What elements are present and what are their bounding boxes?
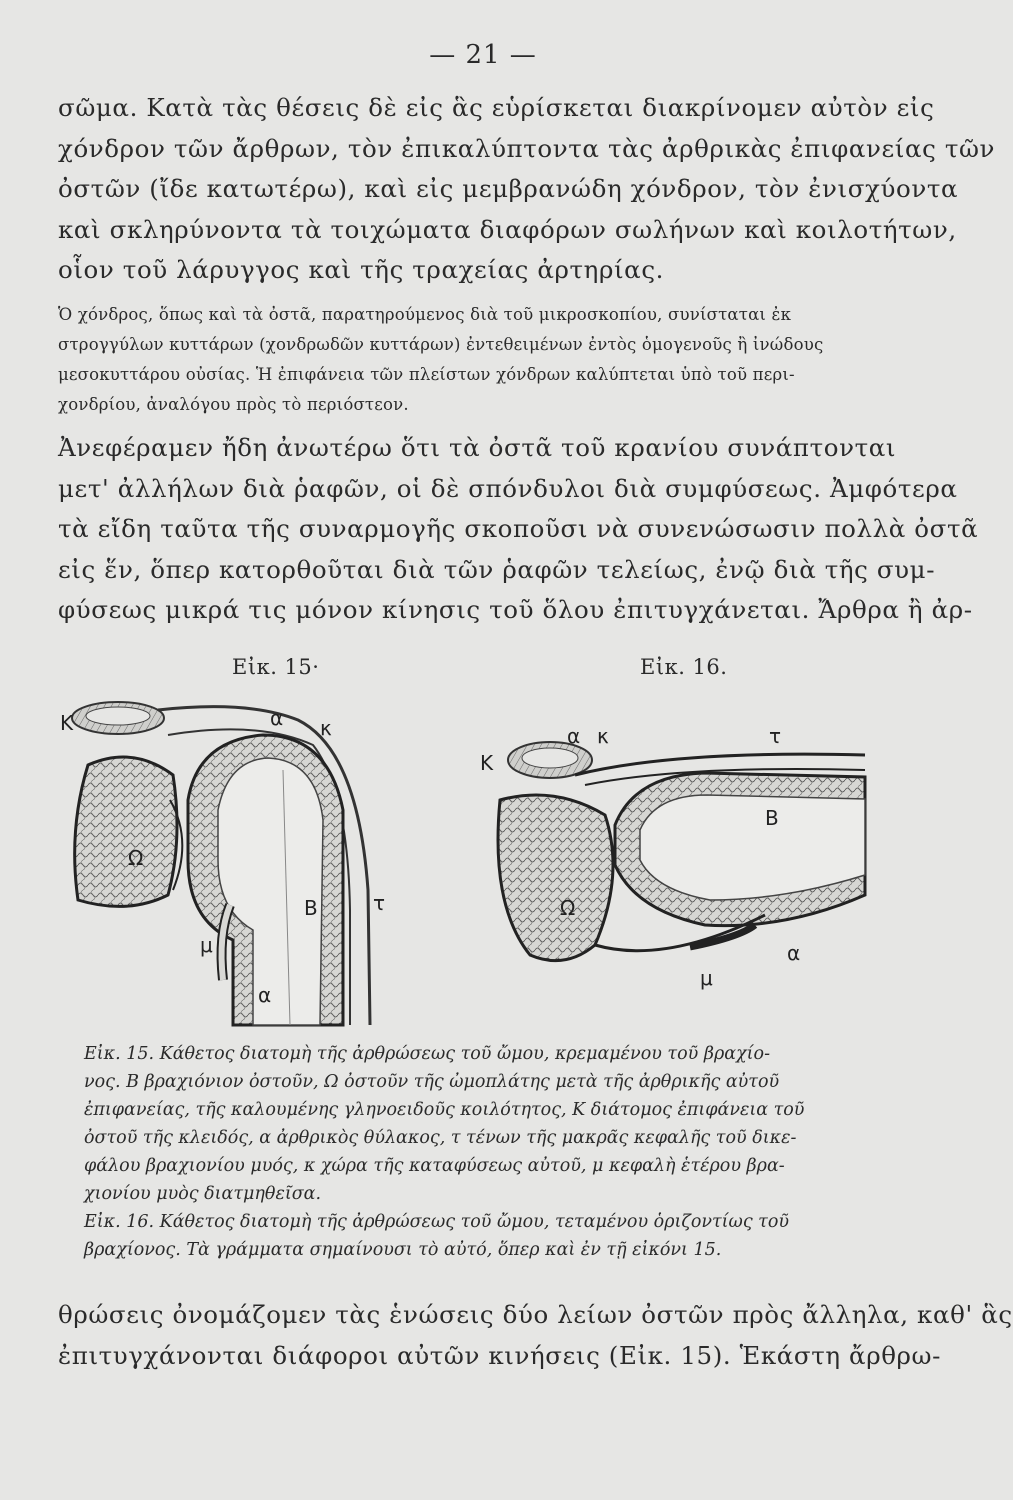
text-line: χονδρίου, ἀναλόγου πρὸς τὸ περιόστεον.: [58, 395, 409, 414]
text-line: ὀστῶν (ἴδε κατωτέρω), καὶ εἰς μεμβρανώδη χόνδρον, τὸν ἐνισχύοντα: [58, 174, 959, 203]
fig16-label-alpha: α: [567, 724, 581, 748]
small-print-paragraph: [58, 300, 873, 420]
text-line: χόνδρον τῶν ἄρθρων, τὸν ἐπικαλύπτοντα τὰς ἀρθρικὰς ἐπιφανείας τῶν: [58, 133, 996, 163]
caption-line: Εἰκ. 16. Κάθετος διατομὴ τῆς ἀρθρώσεως τοῦ ὤμου, τεταμένου ὁριζοντίως τοῦ: [84, 1212, 790, 1232]
figure-captions: [84, 1040, 874, 1264]
text-line: τὰ εἴδη ταῦτα τῆς συναρμογῆς σκοποῦσι νὰ συνενώσωσιν πολλὰ ὀστᾶ: [58, 514, 979, 543]
fig16-label-K: K: [480, 751, 494, 775]
text-line: οἷον τοῦ λάρυγγος καὶ τῆς τραχείας ἀρτηρίας.: [58, 255, 665, 284]
caption-line: νος. B βραχιόνιον ὀστοῦν, Ω ὀστοῦν τῆς ὠμοπλάτης μετὰ τῆς ἀρθρικῆς αὐτοῦ: [84, 1072, 780, 1092]
fig16-label-tau: τ: [769, 724, 782, 748]
paragraph-1: [58, 88, 996, 291]
text-line: καὶ σκληρύνοντα τὰ τοιχώματα διαφόρων σωλήνων καὶ κοιλοτήτων,: [58, 214, 957, 244]
fig15-label-kappa: κ: [320, 716, 332, 740]
caption-line: ὀστοῦ τῆς κλειδός, α ἀρθρικὸς θύλακος, τ τένων τῆς μακρᾶς κεφαλῆς τοῦ δικε-: [84, 1128, 797, 1148]
fig16-label-mu: μ: [700, 966, 713, 990]
humerus-bone: [188, 735, 343, 1025]
fig15-label-tau: τ: [373, 891, 386, 915]
text-line: θρώσεις ὀνομάζομεν τὰς ἑνώσεις δύο λείων ὀστῶν πρὸς ἄλληλα, καθ' ἃς: [58, 1300, 1013, 1329]
fig15-label-omega: Ω: [128, 846, 144, 870]
humerus-bone: [615, 773, 865, 926]
caption-line: φάλου βραχιονίου μυός, κ χώρα τῆς καταφύσεως αὐτοῦ, μ κεφαλὴ ἑτέρου βρα-: [84, 1156, 785, 1176]
text-line: στρογγύλων κυττάρων (χονδρωδῶν κυττάρων) ἐντεθειμένων ἐντὸς ὁμογενοῦς ἢ ἰνώδους: [58, 335, 824, 354]
caption-line: Εἰκ. 15. Κάθετος διατομὴ τῆς ἀρθρώσεως τοῦ ὤμου, κρεμαμένου τοῦ βραχίο-: [84, 1044, 770, 1064]
paragraph-2: [58, 428, 979, 631]
tendon: [222, 905, 230, 980]
clavicle-section: [72, 702, 164, 734]
paragraph-3: [58, 1295, 1013, 1376]
figure-15-label: Εἰκ. 15·: [232, 655, 320, 679]
fig15-label-mu: μ: [200, 933, 213, 957]
scapula-bone: [75, 757, 183, 906]
fig15-label-K: K: [60, 711, 74, 735]
fig16-label-kappa: κ: [597, 724, 609, 748]
caption-line: ἐπιφανείας, τῆς καλουμένης γληνοειδοῦς κοιλότητος, K διάτομος ἐπιφάνεια τοῦ: [84, 1100, 805, 1120]
text-line: εἰς ἕν, ὅπερ κατορθοῦται διὰ τῶν ῥαφῶν τελείως, ἐνῷ διὰ τῆς συμ-: [58, 554, 936, 584]
scapula-bone: [498, 795, 613, 961]
text-line: Ὁ χόνδρος, ὅπως καὶ τὰ ὀστᾶ, παρατηρούμενος διὰ τοῦ μικροσκοπίου, συνίσταται ἐκ: [58, 305, 792, 324]
fig16-label-omega: Ω: [560, 896, 576, 920]
fig16-label-B: B: [765, 806, 779, 830]
caption-line: βραχίονος. Τὰ γράμματα σημαίνουσι τὸ αὐτό, ὅπερ καὶ ἐν τῇ εἰκόνι 15.: [84, 1240, 722, 1260]
caption-line: χιονίου μυὸς διατμηθεῖσα.: [84, 1184, 322, 1204]
fig15-label-alpha: α: [270, 706, 284, 730]
figure-16-illustration: [475, 715, 875, 1015]
text-line: σῶμα. Κατὰ τὰς θέσεις δὲ εἰς ἃς εὑρίσκεται διακρίνομεν αὐτὸν εἰς: [58, 93, 935, 122]
text-line: ἐπιτυγχάνονται διάφοροι αὐτῶν κινήσεις (Εἰκ. 15). Ἑκάστη ἄρθρω-: [58, 1340, 942, 1370]
fig15-label-B: B: [304, 896, 318, 920]
figure-16-label: Εἰκ. 16.: [640, 655, 728, 679]
text-line: φύσεως μικρά τις μόνον κίνησις τοῦ ὅλου ἐπιτυγχάνεται. Ἄρθρα ἢ ἀρ-: [58, 595, 973, 624]
page-number: — 21 —: [429, 40, 537, 70]
text-line: μεσοκυττάρου οὐσίας. Ἡ ἐπιφάνεια τῶν πλείστων χόνδρων καλύπτεται ὑπὸ τοῦ περι-: [58, 365, 795, 384]
text-line: μετ' ἀλλήλων διὰ ῥαφῶν, οἱ δὲ σπόνδυλοι διὰ συμφύσεως. Ἀμφότερα: [58, 473, 958, 503]
figure-15-illustration: [58, 690, 403, 1025]
fig16-label-alpha-2: α: [787, 941, 801, 965]
fig15-label-alpha-2: α: [258, 983, 272, 1007]
text-line: Ἀνεφέραμεν ἤδη ἀνωτέρω ὅτι τὰ ὀστᾶ τοῦ κρανίου συνάπτονται: [58, 433, 897, 462]
